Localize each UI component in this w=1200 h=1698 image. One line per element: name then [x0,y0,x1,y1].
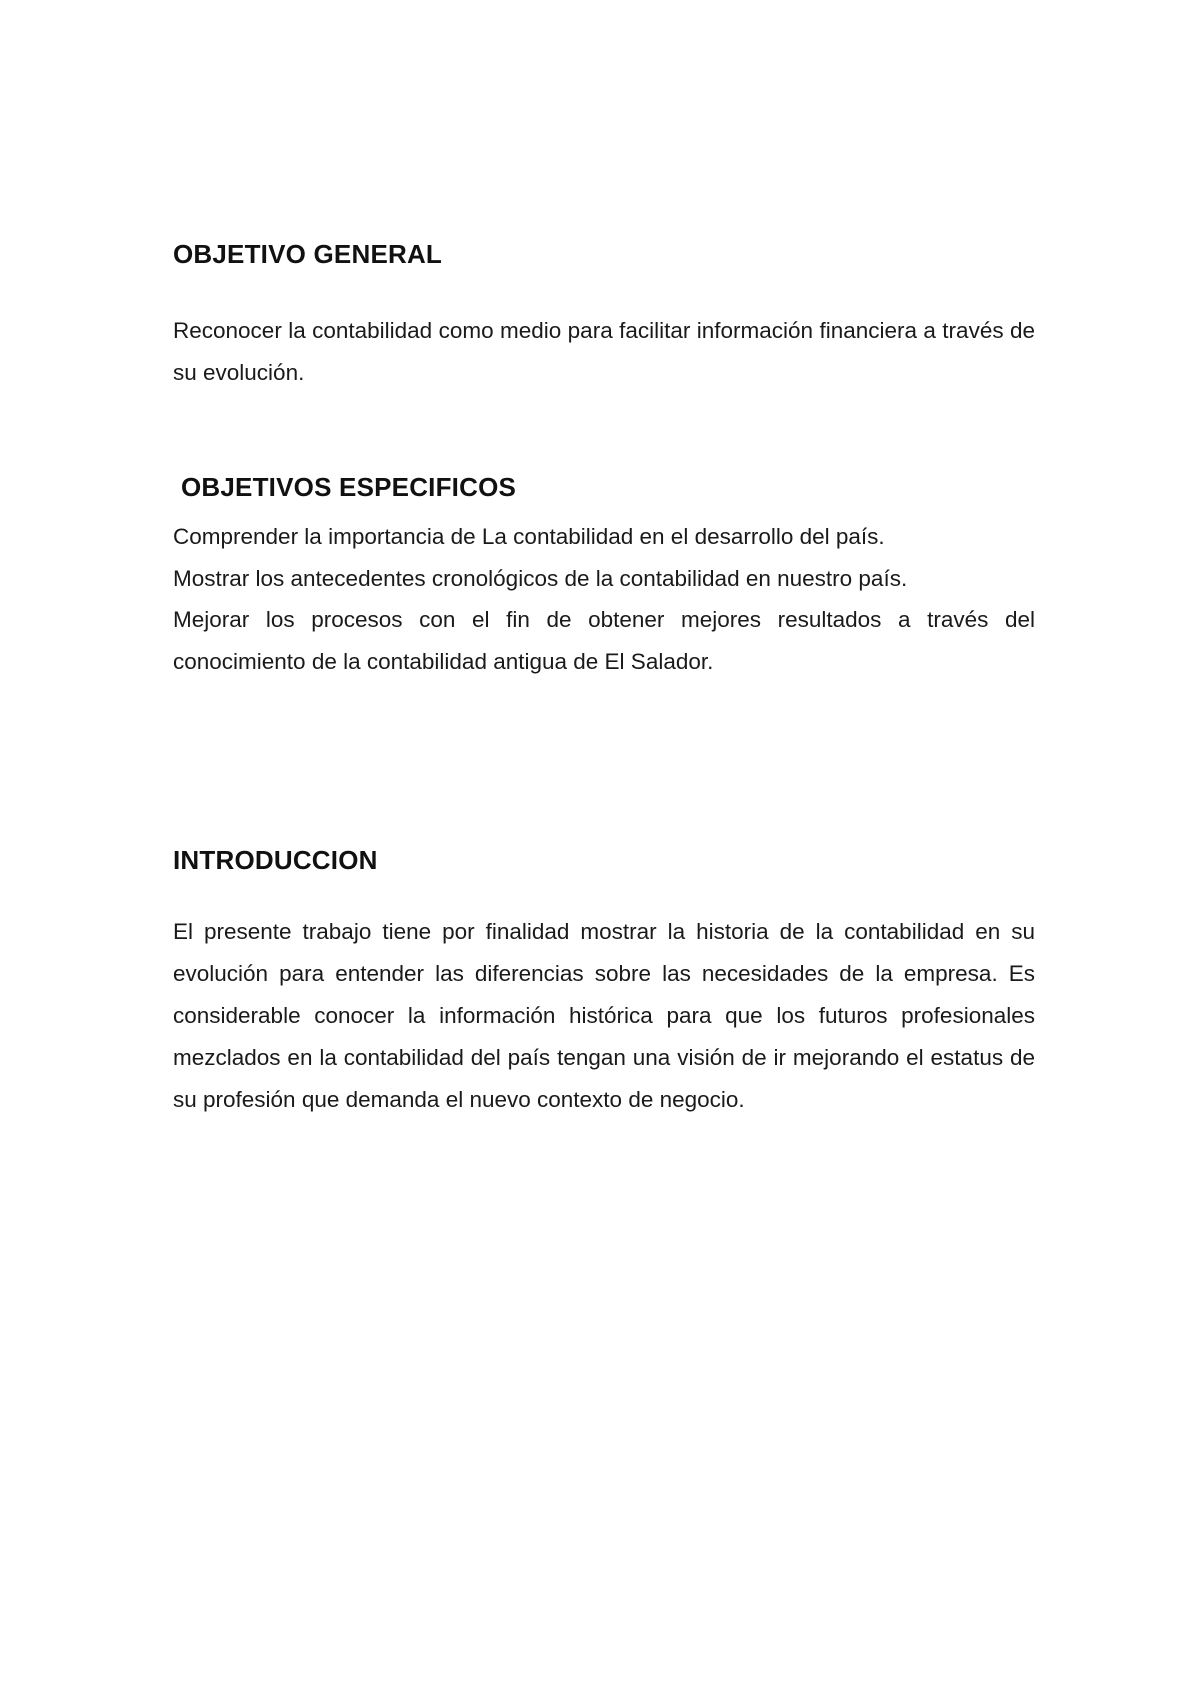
objetivo-especifico-item: Comprender la importancia de La contabilidad en el desarrollo del país. [173,524,885,549]
objetivos-especificos-list [173,516,1035,682]
objetivo-general-text: Reconocer la contabilidad como medio para facilitar información financiera a través de su evolución. [173,318,1035,385]
introduccion-heading: INTRODUCCION [173,845,378,875]
objetivo-especifico-item: Mostrar los antecedentes cronológicos de la contabilidad en nuestro país. [173,565,908,591]
objetivos-especificos-heading: OBJETIVOS ESPECIFICOS [181,472,517,502]
introduccion-text: El presente trabajo tiene por finalidad mostrar la historia de la contabilidad en su evolución para entender las diferencias sobre las necesidades de la empresa. Es considerable conocer la información histórica para que los futuros profesionales mezclados en la contabilidad del país tengan una visión de ir mejorando el estatus de su profesión que demanda el nuevo contexto de negocio. [173,919,1035,1112]
objetivo-general-heading: OBJETIVO GENERAL [173,239,443,269]
objetivo-especifico-item: Mejorar los procesos con el fin de obtener mejores resultados a través del conocimiento de la contabilidad antigua de El Salador. [173,607,1035,674]
